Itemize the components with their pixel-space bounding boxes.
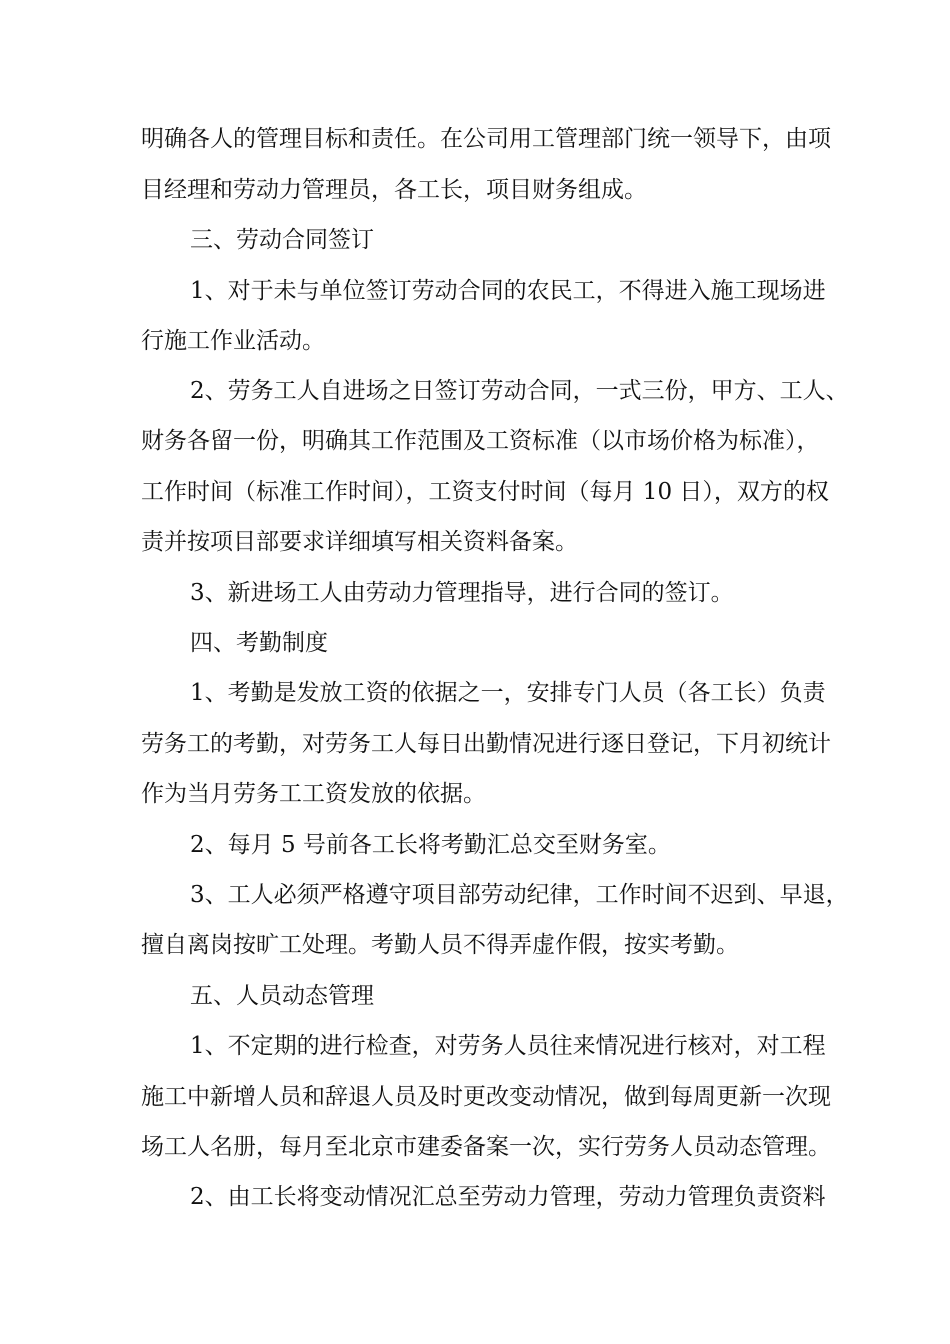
text-line: 2、由工长将变动情况汇总至劳动力管理，劳动力管理负责资料 (190, 1184, 826, 1210)
text-line: 行施工作业活动。 (141, 328, 325, 354)
section-heading: 五、人员动态管理 (190, 983, 374, 1009)
text-line: 财务各留一份，明确其工作范围及工资标准（以市场价格为标准）， (141, 428, 820, 454)
text-line: 1、不定期的进行检查，对劳务人员往来情况进行核对，对工程 (190, 1033, 826, 1059)
text-line: 施工中新增人员和辞退人员及时更改变动情况，做到每周更新一次现 (141, 1084, 831, 1110)
text-line: 3、工人必须严格遵守项目部劳动纪律，工作时间不迟到、早退， (190, 882, 849, 908)
section-heading: 三、劳动合同签订 (190, 227, 374, 253)
text-line: 2、每月 5 号前各工长将考勤汇总交至财务室。 (190, 832, 671, 858)
text-line: 目经理和劳动力管理员，各工长，项目财务组成。 (141, 177, 647, 203)
text-line: 擅自离岗按旷工处理。考勤人员不得弄虚作假，按实考勤。 (141, 932, 739, 958)
text-line: 工作时间（标准工作时间），工资支付时间（每月 10 日），双方的权 (141, 479, 829, 505)
text-line: 场工人名册，每月至北京市建委备案一次，实行劳务人员动态管理。 (141, 1134, 831, 1160)
text-line: 明确各人的管理目标和责任。在公司用工管理部门统一领导下，由项 (141, 126, 831, 152)
text-line: 2、劳务工人自进场之日签订劳动合同，一式三份，甲方、工人、 (190, 378, 849, 404)
text-line: 劳务工的考勤，对劳务工人每日出勤情况进行逐日登记，下月初统计 (141, 731, 831, 757)
text-line: 1、对于未与单位签订劳动合同的农民工，不得进入施工现场进 (190, 278, 826, 304)
text-line: 1、考勤是发放工资的依据之一，安排专门人员（各工长）负责 (190, 680, 826, 706)
section-heading: 四、考勤制度 (190, 630, 328, 656)
text-line: 3、新进场工人由劳动力管理指导，进行合同的签订。 (190, 580, 734, 606)
text-line: 责并按项目部要求详细填写相关资料备案。 (141, 529, 578, 555)
text-line: 作为当月劳务工工资发放的依据。 (141, 781, 486, 807)
